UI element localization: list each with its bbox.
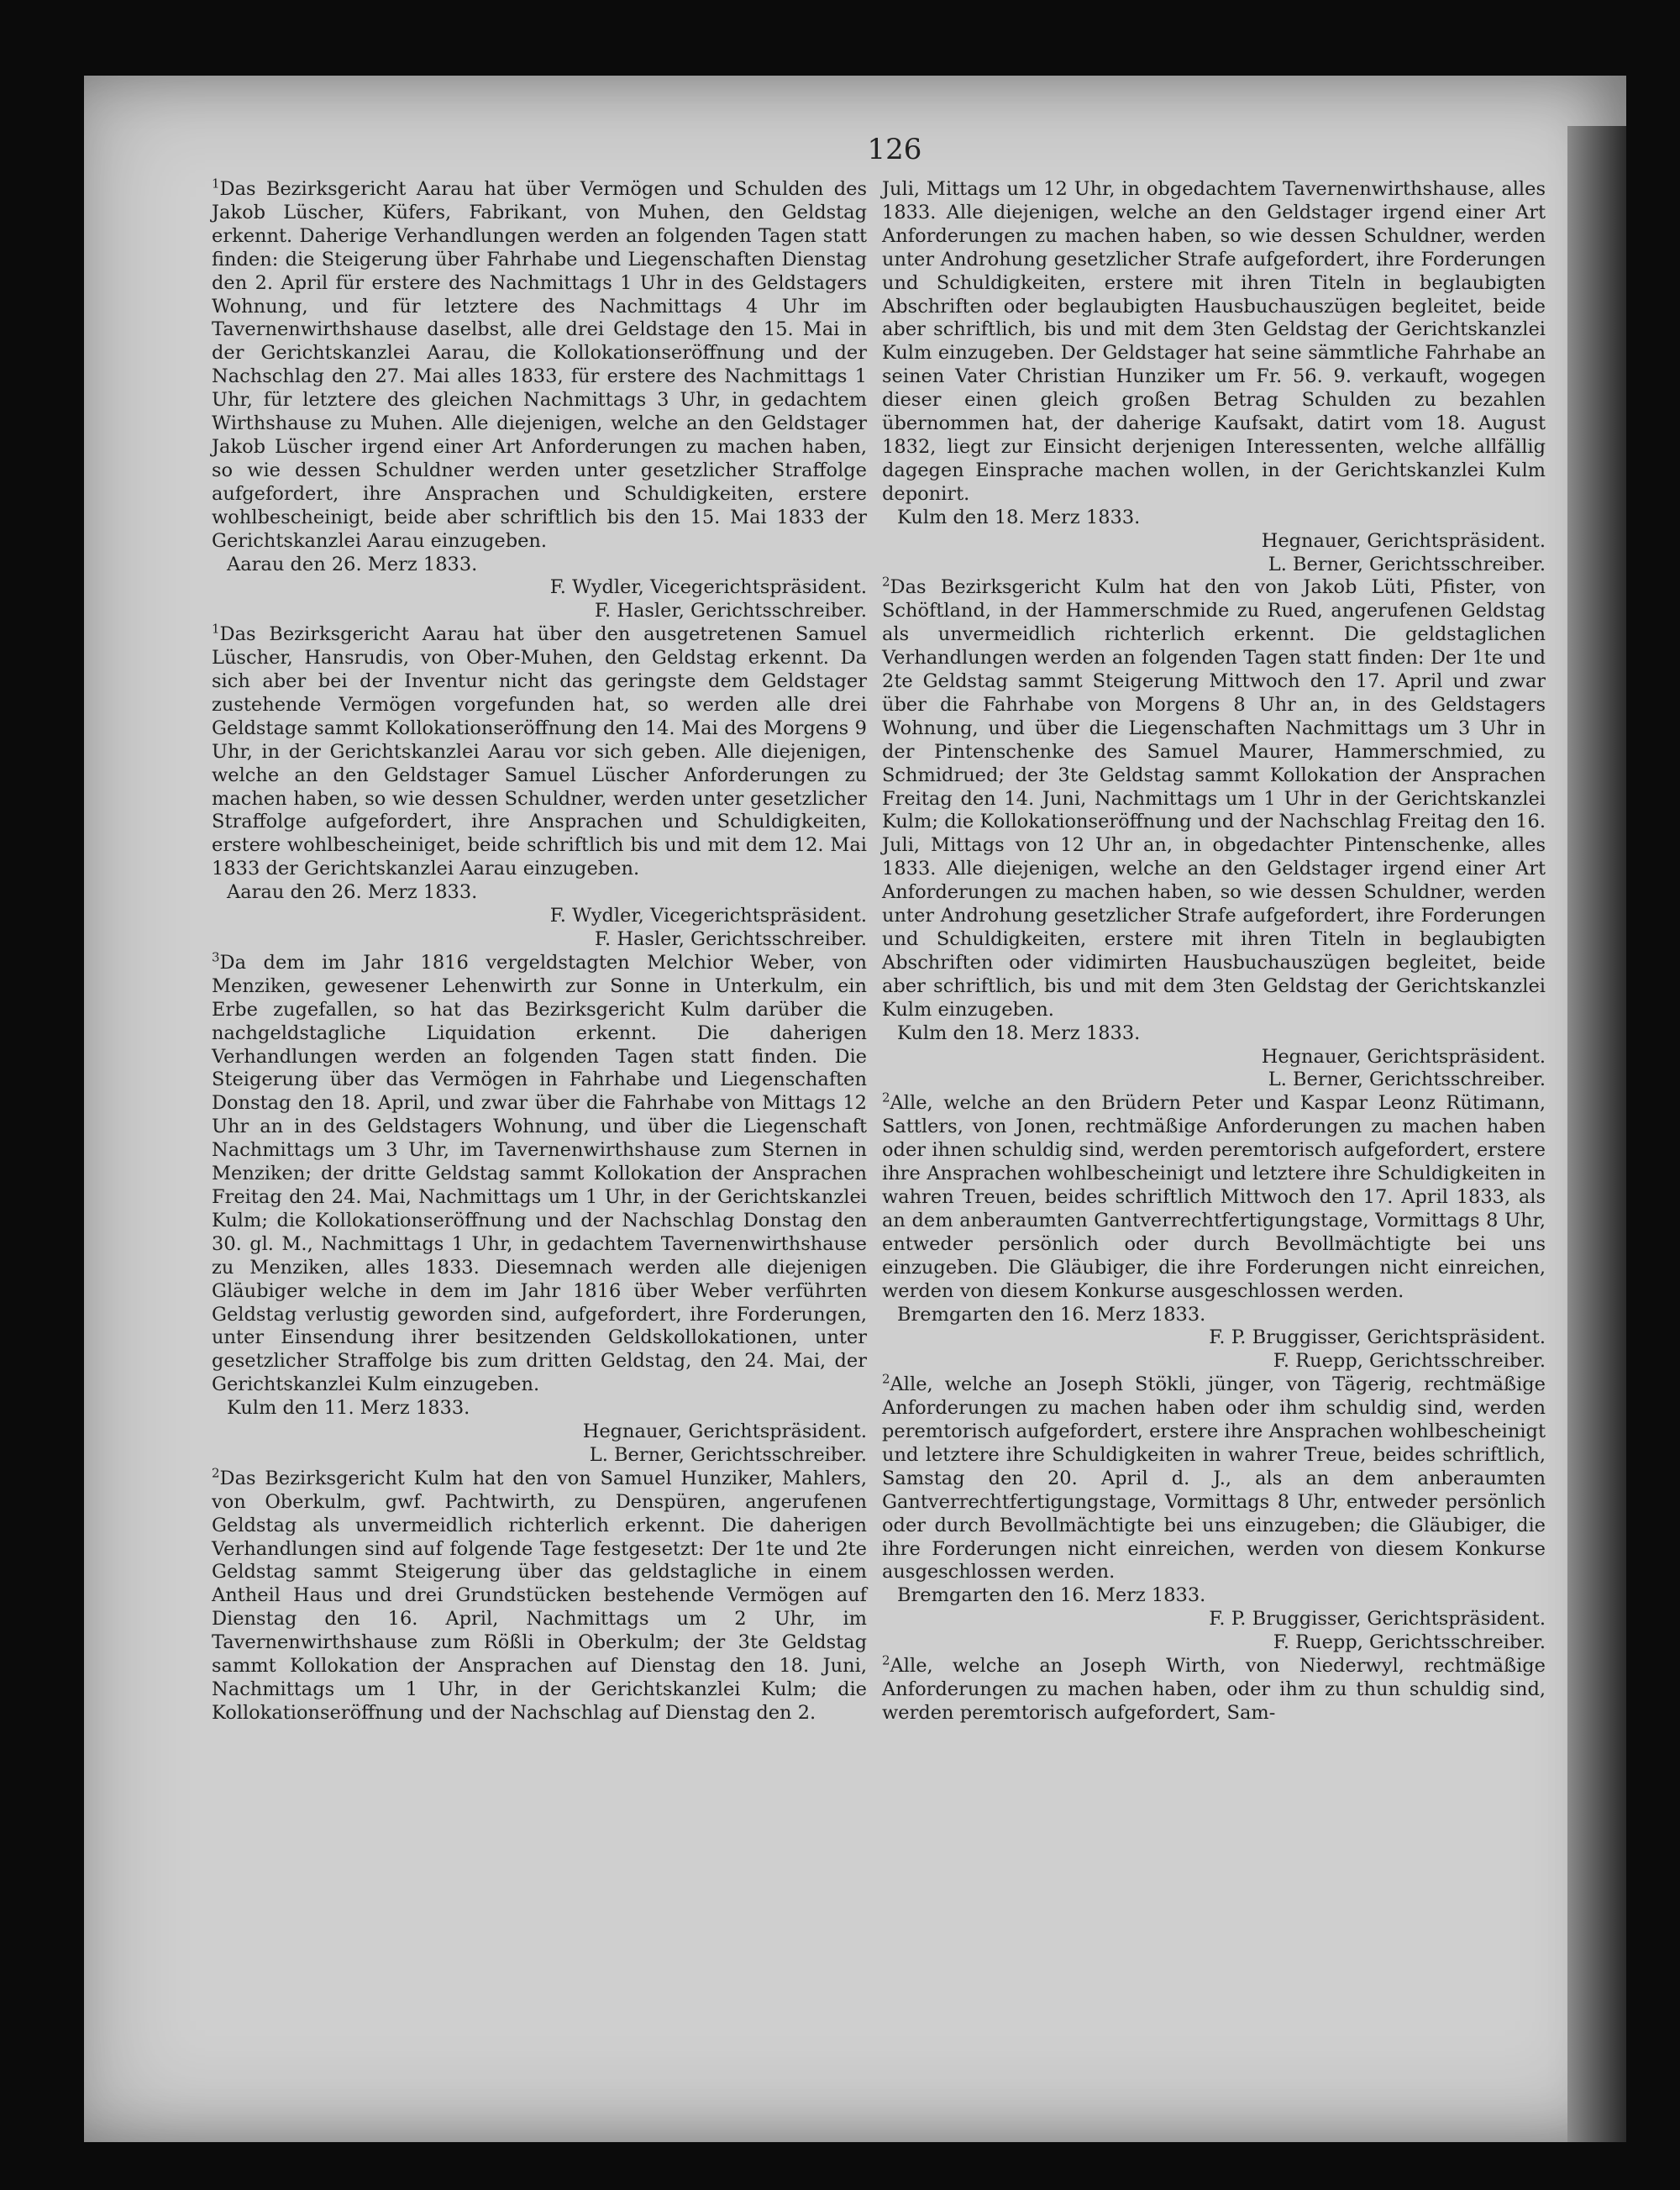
newspaper-page [84,76,1626,2142]
signature-line: L. Berner, Gerichtsschreiber. [589,1443,867,1466]
notice [212,178,867,623]
notice [882,576,1546,1092]
insertion-mark: 2 [882,1652,890,1668]
notice-body: Das Bezirksgericht Kulm hat den von Samuel Hunziker, Mahlers, von Oberkulm, gwf. Pachtwirth, zu Denspüren, angerufenen Geldstag als unvermeidlich richterlich erkennt. Die daherigen Verhandlungen sind auf folgende Tage festgesetzt: Der 1te und 2te Geldstag sammt Steigerung über das geldstagliche in einem Antheil Haus und drei Grundstücken bestehende Vermögen auf Dienstag den 16. April, Nachmittags um 2 Uhr, im Tavernenwirthshause zum Rößli in Oberkulm; der 3te Geldstag sammt Kollokation der Ansprachen auf Dienstag den 18. Juni, Nachmittags um 1 Uhr, in der Gerichtskanzlei Kulm; die Kollokationseröffnung und der Nachschlag auf Dienstag den 2. [212,1467,867,1724]
notice [882,1373,1546,1655]
notice-text [882,178,1546,507]
right-column [882,178,1546,1725]
notice-text [212,1465,867,1725]
notice [882,1652,1546,1725]
notice [212,623,867,952]
notice-body: Das Bezirksgericht Aarau hat über den ausgetretenen Samuel Lüscher, Hansrudis, von Ober-Muhen, den Geldstag erkennt. Da sich aber bei der Inventur nicht das geringste dem Geldstager zustehende Vermögen vorgefunden hat, so werden alle drei Geldstage sammt Kollokationseröffnung den 14. Mai des Morgens 9 Uhr, in der Gerichtskanzlei Aarau vor sich geben. Alle diejenigen, welche an den Geldstager Samuel Lüscher Anforderungen zu machen haben, so wie dessen Schuldner, werden unter gesetzlicher Straffolge aufgefordert, ihre Ansprachen und Schuldigkeiten, erstere wohlbescheiniget, beide schriftlich bis und mit dem 12. Mai 1833 der Gerichtskanzlei Aarau einzugeben. [212,623,867,880]
signature-line: F. Wydler, Vicegerichtspräsident. [549,576,867,599]
dateline: Bremgarten den 16. Merz 1833. [897,1584,1206,1607]
notice-text [882,576,1546,1021]
notice [882,1092,1546,1373]
notice-text [212,623,867,881]
dateline: Kulm den 11. Merz 1833. [227,1397,470,1420]
signature-line: Hegnauer, Gerichtspräsident. [582,1421,867,1443]
signature-line: F. P. Bruggisser, Gerichtspräsident. [1209,1326,1546,1349]
notice-body: Juli, Mittags um 12 Uhr, in obgedachtem Tavernenwirthshause, alles 1833. Alle diejenigen, welche an den Geldstager irgend einer Art Anforderungen zu machen haben, so wie dessen Schuldner, werden unter Androhung gesetzlicher Strafe aufgefordert, ihre Forderungen und Schuldigkeiten, erstere mit ihren Titeln in beglaubigten Abschriften oder beglaubigten Hausbuchauszügen begleitet, beide aber schriftlich, bis und mit dem 3ten Geldstag der Gerichtskanzlei Kulm einzugeben. Der Geldstager hat seine sämmtliche Fahrhabe an seinen Vater Christian Hunziker um Fr. 56. 9. verkauft, wogegen dieser einen gleich großen Betrag Schulden zu bezahlen übernommen hat, der daherige Kaufsakt, datirt vom 18. August 1832, liegt zur Einsicht derjenigen Interessenten, welche allfällig dagegen Einsprache machen wollen, in der Gerichtskanzlei Kulm deponirt. [882,178,1546,505]
insertion-mark: 2 [882,574,890,590]
dateline: Kulm den 18. Merz 1833. [897,506,1141,528]
notice-text [882,1652,1546,1725]
notice-body: Alle, welche an den Brüdern Peter und Kaspar Leonz Rütimann, Sattlers, von Jonen, rechtmäßige Anforderungen zu machen haben oder ihnen schuldig sind, werden peremtorisch aufgefordert, erstere ihre Ansprachen wohlbescheinigt und letztere ihre Schuldigkeiten in wahren Treuen, beides schriftlich Mittwoch den 17. April 1833, als an dem anberaumten Gantverrechtfertigungstage, Vormittags 8 Uhr, entweder persönlich oder durch Bevollmächtigte bei uns einzugeben. Die Gläubiger, die ihre Forderungen nicht einreichen, werden von diesem Konkurse ausgeschlossen werden. [882,1092,1546,1302]
notice-body: Alle, welche an Joseph Stökli, jünger, von Tägerig, rechtmäßige Anforderungen zu machen haben oder ihm schuldig sind, werden peremtorisch aufgefordert, erstere ihre Ansprachen wohlbescheinigt und letztere ihre Schuldigkeiten in wahrer Treue, beides schriftlich, Samstag den 20. April d. J., als an dem anberaumten Gantverrechtfertigungstage, Vormittags 8 Uhr, entweder persönlich oder durch Bevollmächtigte bei uns einzugeben; die Gläubiger, die ihre Forderungen nicht einreichen, werden von diesem Konkurse ausgeschlossen werden. [882,1373,1546,1583]
notice [882,178,1546,576]
insertion-mark: 1 [212,176,220,192]
signature-line: L. Berner, Gerichtsschreiber. [1268,1069,1546,1091]
notice-body: Das Bezirksgericht Aarau hat über Vermögen und Schulden des Jakob Lüscher, Küfers, Fabrikant, von Muhen, den Geldstag erkennt. Daherige Verhandlungen werden an folgenden Tagen statt finden: die Steigerung über Fahrhabe und Liegenschaften Dienstag den 2. April für erstere des Nachmittags 1 Uhr in des Geldstagers Wohnung, und für letztere des Nachmittags 4 Uhr im Tavernenwirthshause daselbst, alle drei Geldstage den 15. Mai in der Gerichtskanzlei Aarau, die Kollokationseröffnung und der Nachschlag den 27. Mai alles 1833, für erstere des Nachmittags 1 Uhr, für letztere des gleichen Nachmittags 3 Uhr, in gedachtem Wirthshause zu Muhen. Alle diejenigen, welche an den Geldstager Jakob Lüscher irgend einer Art Anforderungen zu machen haben, so wie dessen Schuldner werden unter gesetzlicher Straffolge aufgefordert, ihre Ansprachen und Schuldigkeiten, erstere wohlbescheinigt, beide aber schriftlich bis den 15. Mai 1833 der Gerichtskanzlei Aarau einzugeben. [212,178,867,552]
left-column [212,178,867,1725]
page-number: 126 [867,133,922,166]
signature-line: F. Ruepp, Gerichtsschreiber. [1273,1350,1546,1373]
notice-text [212,949,867,1397]
notice [212,1465,867,1725]
notice-body: Das Bezirksgericht Kulm hat den von Jakob Lüti, Pfister, von Schöftland, in der Hammerschmide zu Rued, angerufenen Geldstag als unvermeidlich richterlich erkennt. Die geldstaglichen Verhandlungen werden an folgenden Tagen statt finden: Der 1te und 2te Geldstag sammt Steigerung Mittwoch den 17. April und zwar über die Fahrhabe von Morgens 8 Uhr an, in des Geldstagers Wohnung, und über die Liegenschaften Nachmittags um 3 Uhr in der Pintenschenke des Samuel Maurer, Hammerschmied, zu Schmidrued; der 3te Geldstag sammt Kollokation der Ansprachen Freitag den 14. Juni, Nachmittags um 1 Uhr in der Gerichtskanzlei Kulm; die Kollokationseröffnung und der Nachschlag Freitag den 16. Juli, Mittags von 12 Uhr an, in obgedachter Pintenschenke, alles 1833. Alle diejenigen, welche an den Geldstager irgend einer Art Anforderungen zu machen haben, so wie dessen Schuldner, werden unter Androhung gesetzlicher Strafe aufgefordert, ihre Forderungen und Schuldigkeiten, erstere mit ihren Titeln in beglaubigten Abschriften oder vidimirten Hausbuchauszügen begleitet, beide aber schriftlich, bis und mit dem 3ten Geldstag der Gerichtskanzlei Kulm einzugeben. [882,576,1546,1021]
signature-line: F. P. Bruggisser, Gerichtspräsident. [1209,1608,1546,1631]
page-edge-shadow [1567,126,1626,2142]
insertion-mark: 2 [882,1090,890,1106]
notice-text [212,178,867,554]
insertion-mark: 2 [212,1465,220,1481]
notice [212,949,867,1468]
notice-text [882,1092,1546,1303]
signature-line: F. Hasler, Gerichtsschreiber. [594,600,867,622]
signature-line: L. Berner, Gerichtsschreiber. [1268,553,1546,575]
dateline: Aarau den 26. Merz 1833. [227,553,478,575]
signature-line: Hegnauer, Gerichtspräsident. [1261,1045,1546,1068]
signature-line: Hegnauer, Gerichtspräsident. [1261,529,1546,552]
signature-line: F. Wydler, Vicegerichtspräsident. [549,905,867,927]
notice-body: Alle, welche an Joseph Wirth, von Niederwyl, rechtmäßige Anforderungen zu machen haben, oder ihm zu thun schuldig sind, werden peremtorisch aufgefordert, Sam- [882,1655,1546,1724]
dateline: Kulm den 18. Merz 1833. [897,1021,1141,1044]
notice-body: Da dem im Jahr 1816 vergeldstagten Melchior Weber, von Menziken, gewesener Lehenwirth zur Sonne in Unterkulm, ein Erbe zugefallen, so hat das Bezirksgericht Kulm darüber die nachgeldstagliche Liquidation erkennt. Die daherigen Verhandlungen werden an folgenden Tagen statt finden. Die Steigerung über das Vermögen in Fahrhabe und Liegenschaften Donstag den 18. April, und zwar über die Fahrhabe von Mittags 12 Uhr an in des Geldstagers Wohnung, und über die Liegenschaft Nachmittags um 3 Uhr, im Tavernenwirthshause zum Sternen in Menziken; der dritte Geldstag sammt Kollokation der Ansprachen Freitag den 24. Mai, Nachmittags um 1 Uhr, in der Gerichtskanzlei Kulm; die Kollokationseröffnung und der Nachschlag Donstag den 30. gl. M., Nachmittags 1 Uhr, in gedachtem Tavernenwirthshause zu Menziken, alles 1833. Diesemnach werden alle diejenigen Gläubiger welche in dem im Jahr 1816 über Weber verführten Geldstag verlustig geworden sind, aufgefordert, ihre Forderungen, unter Einsendung ihrer besitzenden Geldskollokationen, unter gesetzlicher Straffolge bis zum dritten Geldstag, den 24. Mai, der Gerichtskanzlei Kulm einzugeben. [212,951,867,1396]
signature-line: F. Hasler, Gerichtsschreiber. [594,928,867,950]
notice-text [882,1373,1546,1584]
signature-line: F. Ruepp, Gerichtsschreiber. [1273,1631,1546,1654]
insertion-mark: 1 [212,621,220,637]
dateline: Aarau den 26. Merz 1833. [227,881,478,904]
insertion-mark: 2 [882,1371,890,1387]
insertion-mark: 3 [212,949,220,965]
dateline: Bremgarten den 16. Merz 1833. [897,1303,1206,1326]
